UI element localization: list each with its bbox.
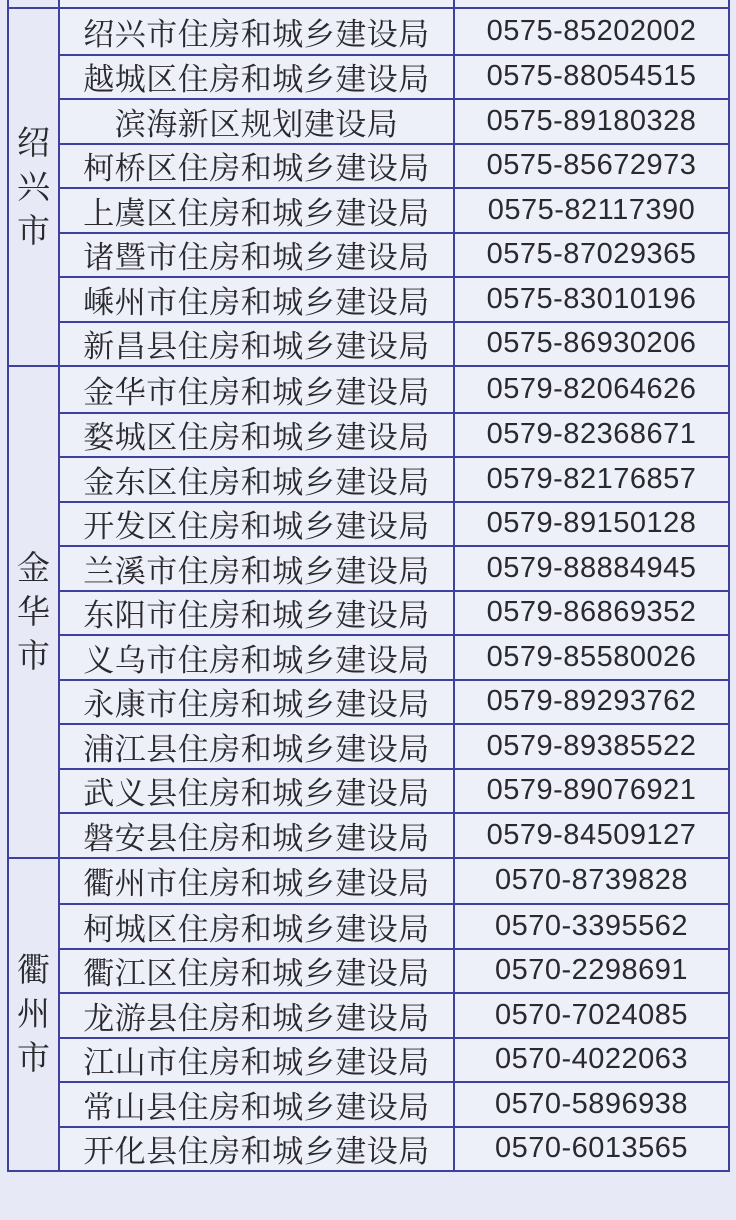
- city-char: 衢: [17, 951, 50, 989]
- bureau-name-cell: 义乌市住房和城乡建设局: [83, 642, 430, 678]
- phone-number-cell: 0575-87029365: [453, 234, 728, 277]
- table-row: [60, 232, 728, 277]
- phone-number-cell: 0579-84509127: [453, 814, 728, 857]
- phone-number-cell: 0579-82176857: [453, 458, 728, 501]
- bureau-name-cell: 磐安县住房和城乡建设局: [83, 820, 430, 856]
- bureau-name-cell: 滨海新区规划建设局: [114, 106, 399, 142]
- bureau-name-cell: 开化县住房和城乡建设局: [83, 1134, 430, 1170]
- city-cell: [9, 367, 60, 857]
- table-row: [60, 276, 728, 321]
- phone-number-cell: 0579-89293762: [453, 681, 728, 724]
- bureau-name-cell: 衢江区住房和城乡建设局: [83, 956, 430, 992]
- bureau-name-cell: 柯城区住房和城乡建设局: [83, 911, 430, 947]
- cutoff-city-cell: [9, 0, 60, 7]
- phone-number-cell: 0579-89150128: [453, 503, 728, 546]
- table-row: [60, 1081, 728, 1126]
- table-row: [60, 143, 728, 188]
- city-char: 市: [17, 636, 50, 674]
- cutoff-phone-cell: [453, 0, 728, 7]
- table-row: [60, 723, 728, 768]
- phone-number-cell: 0570-2298691: [453, 950, 728, 993]
- city-char: 市: [17, 1039, 50, 1077]
- bureau-name-cell: 常山县住房和城乡建设局: [83, 1089, 430, 1125]
- bureau-name-cell: 江山市住房和城乡建设局: [83, 1045, 430, 1081]
- table-row: [60, 367, 728, 412]
- phone-number-cell: 0579-88884945: [453, 547, 728, 590]
- table-cutoff-row-above: [9, 0, 728, 7]
- table-row: [60, 948, 728, 993]
- table-row: [60, 321, 728, 366]
- city-char: 市: [17, 212, 50, 249]
- city-section: [9, 7, 728, 365]
- bureau-name-cell: 衢州市住房和城乡建设局: [83, 866, 430, 902]
- bureau-name-cell: 武义县住房和城乡建设局: [83, 776, 430, 812]
- phone-number-cell: 0575-88054515: [453, 56, 728, 99]
- bureau-name-cell: 柯桥区住房和城乡建设局: [83, 151, 430, 187]
- section-rows: [60, 9, 728, 365]
- table-body: [9, 7, 728, 1172]
- city-section: [9, 365, 728, 857]
- phone-number-cell: 0570-3395562: [453, 905, 728, 948]
- bureau-name-cell: 婺城区住房和城乡建设局: [83, 420, 430, 456]
- city-char: 兴: [17, 168, 50, 205]
- table-row: [60, 768, 728, 813]
- table-row: [60, 992, 728, 1037]
- table-row: [60, 1037, 728, 1082]
- section-rows: [60, 859, 728, 1171]
- table-row: [60, 412, 728, 457]
- table-row: [60, 545, 728, 590]
- city-cell: [9, 9, 60, 365]
- bureau-name-cell: 兰溪市住房和城乡建设局: [83, 553, 430, 589]
- table-row: [60, 859, 728, 904]
- bureau-name-cell: 诸暨市住房和城乡建设局: [83, 240, 430, 276]
- bureau-name-cell: 浦江县住房和城乡建设局: [83, 731, 430, 767]
- bureau-name-cell: 金华市住房和城乡建设局: [83, 374, 430, 410]
- table-row: [60, 54, 728, 99]
- table-row: [60, 590, 728, 635]
- phone-number-cell: 0579-89076921: [453, 770, 728, 813]
- bureau-name-cell: 绍兴市住房和城乡建设局: [83, 16, 430, 52]
- bureau-name-cell: 嵊州市住房和城乡建设局: [83, 284, 430, 320]
- bureau-name-cell: 永康市住房和城乡建设局: [83, 687, 430, 723]
- city-cell: [9, 859, 60, 1171]
- phone-number-cell: 0579-86869352: [453, 592, 728, 635]
- phone-number-cell: 0575-86930206: [453, 323, 728, 366]
- bureau-name-cell: 开发区住房和城乡建设局: [83, 509, 430, 545]
- city-section: [9, 857, 728, 1173]
- bureau-name-cell: 金东区住房和城乡建设局: [83, 464, 430, 500]
- phone-number-cell: 0570-5896938: [453, 1083, 728, 1126]
- bureau-name-cell: 新昌县住房和城乡建设局: [83, 329, 430, 365]
- table-row: [60, 812, 728, 857]
- phone-number-cell: 0579-82368671: [453, 414, 728, 457]
- phone-number-cell: 0575-85202002: [453, 9, 728, 54]
- phone-number-cell: 0575-83010196: [453, 278, 728, 321]
- phone-number-cell: 0575-82117390: [453, 189, 728, 232]
- phone-number-cell: 0579-85580026: [453, 636, 728, 679]
- phone-number-cell: 0575-85672973: [453, 145, 728, 188]
- contact-table: [7, 0, 730, 1172]
- phone-number-cell: 0579-82064626: [453, 367, 728, 412]
- table-row: [60, 1126, 728, 1171]
- bureau-name-cell: 东阳市住房和城乡建设局: [83, 598, 430, 634]
- table-row: [60, 679, 728, 724]
- table-row: [60, 903, 728, 948]
- bureau-name-cell: 龙游县住房和城乡建设局: [83, 1000, 430, 1036]
- cutoff-bureau-cell: [60, 0, 453, 7]
- phone-number-cell: 0570-4022063: [453, 1039, 728, 1082]
- bureau-name-cell: 越城区住房和城乡建设局: [83, 62, 430, 98]
- phone-number-cell: 0575-89180328: [453, 100, 728, 143]
- section-rows: [60, 367, 728, 857]
- city-char: 绍: [17, 124, 50, 161]
- city-char: 华: [17, 592, 50, 630]
- phone-number-cell: 0570-6013565: [453, 1128, 728, 1171]
- phone-number-cell: 0570-8739828: [453, 859, 728, 904]
- phone-number-cell: 0579-89385522: [453, 725, 728, 768]
- table-row: [60, 456, 728, 501]
- city-char: 州: [17, 995, 50, 1033]
- bureau-name-cell: 上虞区住房和城乡建设局: [83, 195, 430, 231]
- table-row: [60, 187, 728, 232]
- table-row: [60, 501, 728, 546]
- table-row: [60, 98, 728, 143]
- table-row: [60, 634, 728, 679]
- phone-number-cell: 0570-7024085: [453, 994, 728, 1037]
- table-row: [60, 9, 728, 54]
- city-char: 金: [17, 548, 50, 586]
